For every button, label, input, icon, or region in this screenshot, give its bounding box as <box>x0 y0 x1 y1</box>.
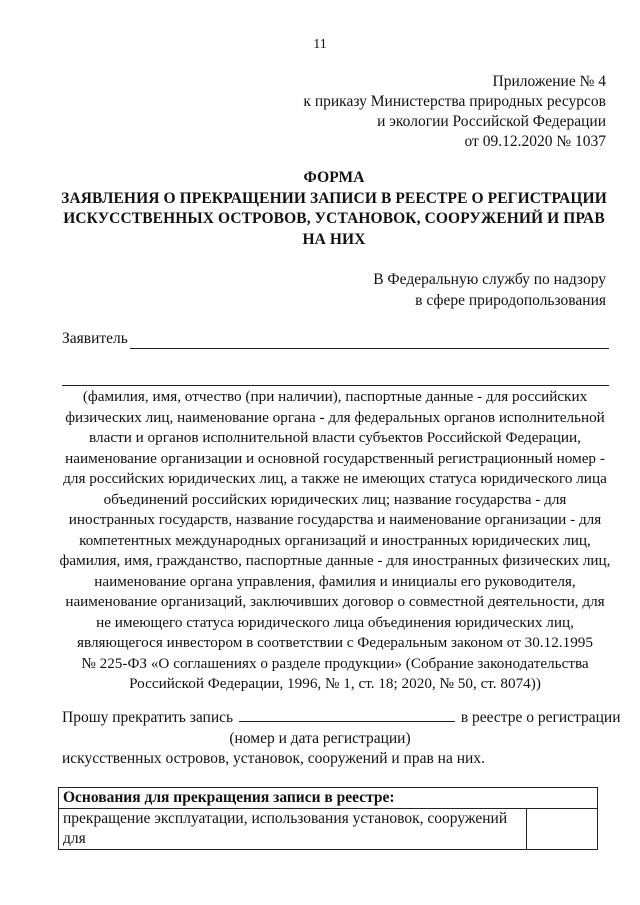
request-row <box>62 707 621 728</box>
hint-line: являющегося инвестором в соответствии с Федеральным законом от 30.12.1995 <box>77 634 593 651</box>
registration-number-hint: (номер и дата регистрации) <box>229 730 411 747</box>
hint-line: компетентных международных организаций и иностранных юридических лиц, <box>79 531 591 549</box>
grounds-header: Основания для прекращения записи в реестре: <box>59 788 598 809</box>
applicant-row <box>62 329 609 349</box>
applicant-input-line[interactable] <box>130 332 609 349</box>
hint-line: наименование организаций, заключивших договор о совместной деятельности, для <box>65 593 605 610</box>
table-header-row <box>59 788 598 809</box>
registration-number-field[interactable] <box>239 707 455 722</box>
hint-line: объединений российских юридических лиц; название государства - для <box>103 490 567 508</box>
request-continuation: искусственных островов, установок, сооружений и прав на них. <box>62 750 485 767</box>
hint-line: (фамилия, имя, отчество (при наличии), паспортные данные - для российских <box>82 388 588 405</box>
title-line: ИСКУССТВЕННЫХ ОСТРОВОВ, УСТАНОВОК, СООРУЖЕНИЙ И ПРАВ <box>63 210 605 227</box>
applicant-hint <box>56 387 614 695</box>
grounds-table <box>58 787 598 850</box>
appendix-reference <box>303 72 606 152</box>
form-title <box>50 168 618 250</box>
hint-line: иностранных государств, название государства и наименование организации - для <box>68 511 602 528</box>
hint-line: власти и органов исполнительной власти субъектов Российской Федерации, <box>89 429 581 446</box>
page-number: 11 <box>313 37 327 52</box>
appendix-line: и экологии Российской Федерации <box>377 113 606 130</box>
table-row <box>59 809 598 850</box>
recipient-block <box>373 269 606 311</box>
recipient-line: В Федеральную службу по надзору <box>373 271 606 288</box>
title-line: ЗАЯВЛЕНИЯ О ПРЕКРАЩЕНИИ ЗАПИСИ В РЕЕСТРЕ О РЕГИСТРАЦИИ <box>61 189 607 207</box>
applicant-second-line[interactable] <box>62 385 609 386</box>
appendix-line: Приложение № 4 <box>492 73 606 90</box>
request-prefix: Прошу прекратить запись <box>62 709 234 726</box>
applicant-label: Заявитель <box>62 330 128 347</box>
hint-line: не имеющего статуса юридического лица объединения юридических лиц, <box>96 613 574 631</box>
title-line: НА НИХ <box>302 230 366 248</box>
recipient-line: в сфере природопользования <box>415 292 606 309</box>
grounds-option-checkbox[interactable] <box>527 809 598 850</box>
appendix-line: от 09.12.2020 № 1037 <box>464 133 606 150</box>
title-line: ФОРМА <box>303 169 365 186</box>
hint-line: физических лиц, наименование органа - для федеральных органов исполнительной <box>65 408 605 426</box>
hint-line: Российской Федерации, 1996, № 1, ст. 18; 2020, № 50, ст. 8074)) <box>129 675 541 692</box>
hint-line: фамилия, имя, гражданство, паспортные данные - для иностранных физических лиц, <box>59 552 611 569</box>
hint-line: для российских юридических лиц, а также не имеющих статуса юридического лица <box>63 470 607 487</box>
request-suffix: в реестре о регистрации <box>460 709 621 726</box>
hint-line: № 225-ФЗ «О соглашениях о разделе продукции» (Собрание законодательства <box>81 654 589 672</box>
hint-line: наименование органа управления, фамилия и инициалы его руководителя, <box>94 572 576 590</box>
grounds-option-text: прекращение эксплуатации, использования установок, сооружений для <box>59 809 527 850</box>
appendix-line: к приказу Министерства природных ресурсов <box>303 93 606 110</box>
hint-line: наименование организации и основной государственный регистрационный номер - <box>65 449 605 467</box>
